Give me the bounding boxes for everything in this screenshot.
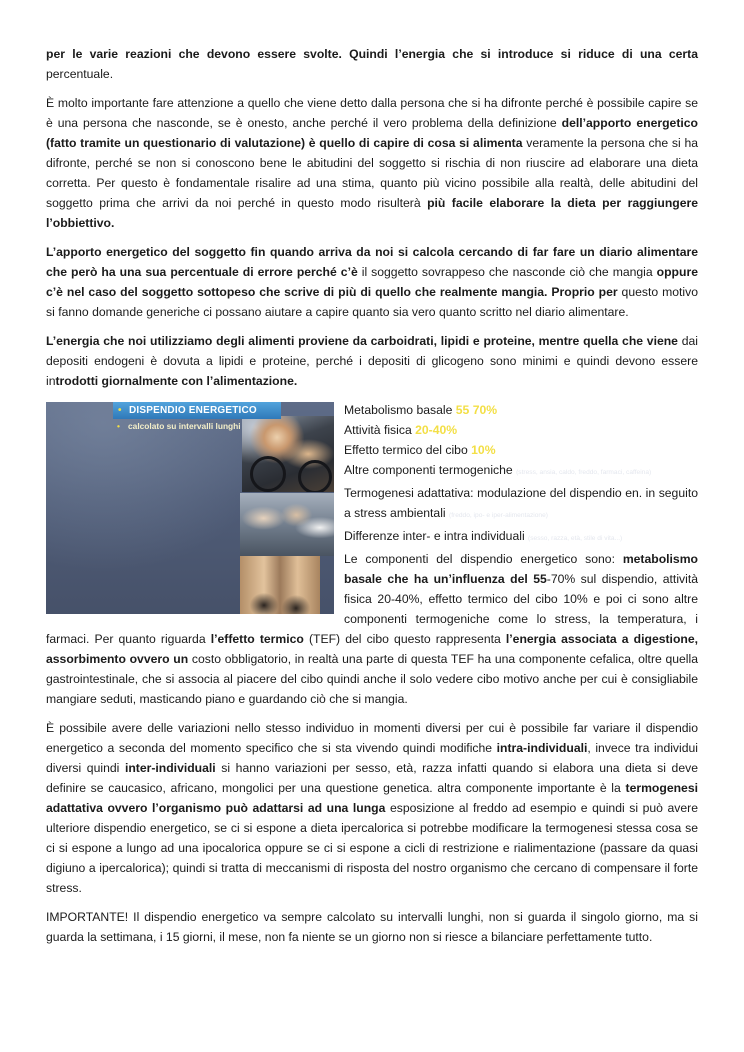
paragraph-2 [46, 93, 698, 233]
paragraph-6 [46, 718, 698, 898]
paragraph-text: IMPORTANTE! Il dispendio energetico va sempre calcolato su intervalli lunghi, non si guarda il singolo giorno, ma si guarda la settimana, i 15 giorni, il mese, non fa niente se un giorno non si riesce a bilanciare perfettamente tutto. [46, 910, 698, 944]
bullet-text: Metabolismo basale [344, 403, 456, 417]
bold-text: oppure c’è nel caso del soggetto sottopeso che scrive di più di quello che realmente mangia. Proprio per [46, 265, 698, 299]
paragraph-text: Le componenti del dispendio energetico sono: [344, 552, 623, 566]
running-legs-photo [240, 556, 320, 614]
bold-text: L’apporto energetico del soggetto fin quando arriva da noi si calcola cercando di far fare un diario alimentare che però ha una sua percentuale di errore perché c’è [46, 245, 698, 279]
bold-text: dell’apporto energetico (fatto tramite un questionario di valutazione) è quello di capire di cosa si alimenta [46, 116, 698, 150]
bullet-note: (stress, ansia, caldo, freddo, farmaci, caffeina) [516, 469, 652, 476]
bold-text: l’energia associata a digestione, assorbimento ovvero un [46, 632, 698, 666]
bold-text: intra-individuali [496, 741, 588, 755]
paragraph-text: , invece tra individui diversi quindi [46, 741, 698, 775]
bullet-note: (sesso, razza, età, stile di vita...) [528, 535, 623, 542]
bullet-text: Altre componenti termogeniche [344, 463, 517, 477]
document-body [46, 44, 698, 956]
paragraph-text: percentuale. [46, 67, 114, 81]
paragraph-7 [46, 907, 698, 947]
group-exercise-photo [240, 493, 334, 556]
bullet-text: Attività fisica [344, 423, 416, 437]
cyclist-photo [242, 416, 334, 492]
paragraph-1 [46, 44, 698, 84]
bold-text: più facile elaborare la dieta per raggiungere l’obbiettivo. [46, 196, 699, 230]
paragraph-text: -70% sul dispendio, attività fisica 20-40%, effetto termico del cibo 10% e poi ci sono altre componenti termogeniche come lo stress, la temperatura, i farmaci. Per quanto riguarda [46, 572, 698, 646]
bullet-text: Effetto termico del cibo [344, 443, 472, 457]
wheel-shape [250, 456, 286, 492]
bold-text: l’effetto termico [210, 632, 304, 646]
paragraph-text: questo motivo si fanno domande generiche ci possano aiutare a capire quanto sia vero quanto scritto nel diario alimentare. [46, 285, 698, 319]
paragraph-text: È molto importante fare attenzione a quello che viene detto dalla persona che si ha difronte perché è possibile capire se è una persona che nasconde, se è onesto, anche perché il vero problema della definizione [46, 96, 698, 130]
paragraph-4 [46, 331, 698, 391]
paragraph-text: il soggetto sovrappeso che nasconde ciò che mangia [357, 265, 657, 279]
paragraph-text: (TEF) del cibo questo rappresenta [303, 632, 506, 646]
bullet-highlight: 55 70% [455, 403, 498, 417]
slide-image [46, 402, 334, 614]
paragraph-text: veramente la persona che si ha difronte, perché se non si conoscono bene le abitudini del soggetto si rischia di non riuscire ad elaborare una dieta corretta. Per questo è fondamentale risalire ad una stima, quanto più vicino possibile alla realtà, delle abitudini del soggetto prima che arrivi da noi perché in questo modo risulterà [46, 136, 698, 210]
wheel-shape [298, 460, 332, 492]
paragraph-text: costo obbligatorio, in realtà una parte di questa TEF ha una componente cefalica, oltre quella gastrointestinale, che si associa al piacere del cibo quindi anche il solo vedere cibo motivo anche per cui è consigliabile mangiare seduti, masticando piano e guardando ciò che si mangia. [46, 652, 699, 706]
bullet-text: Termogenesi adattativa: modulazione del dispendio en. in seguito a stress ambientali [344, 486, 698, 520]
bold-text: trodotti giornalmente con l’alimentazione. [55, 374, 298, 388]
paragraph-text: È possibile avere delle variazioni nello stesso individuo in momenti diversi per cui è possibile far variare il dispendio energetico a seconda del momento specifico che si sta vivendo quindi modifiche [46, 721, 698, 755]
slide-title: • DISPENDIO ENERGETICO [113, 402, 281, 419]
paragraph-text: esposizione al freddo ad esempio e quindi si può avere ulteriore dispendio energetico, se ci si espone a dieta ipercalorica si potrebbe modificare la termogenesi stessa cosa se ci si espone a lungo ad una ipocalorica oppure se ci si espone a cicli di restrizione e rialimentazione (passare da quasi digiuno a ipercalorica); quindi si tratta di meccanismi di risposta del nostro organismo che cercano di compensare il forte stress. [46, 801, 698, 895]
bullet-text: Differenze inter- e intra individuali [344, 529, 529, 543]
bullet-highlight: 10% [471, 443, 496, 457]
bold-text: termogenesi adattativa ovvero l’organismo può adattarsi ad una lunga [46, 781, 698, 815]
paragraph-text: si hanno variazioni per sesso, età, razza infatti quando si elabora una dieta si deve definire se caucasico, africano, mongolici per una questione genetica. altra componente importante è la [46, 761, 698, 795]
bullet-highlight: 20-40% [415, 423, 458, 437]
paragraph-3 [46, 242, 698, 322]
bullet-note: (freddo, ipo- e iper-alimentazione) [449, 512, 548, 519]
bold-text: L’energia che noi utilizziamo degli alimenti proviene da carboidrati, lipidi e proteine, mentre quella che viene [46, 334, 678, 348]
paragraph-text: dai depositi endogeni è dovuta a lipidi e proteine, perché i depositi di glicogeno sono minimi e quindi devono essere in [46, 334, 698, 388]
bold-text: inter-individuali [124, 761, 216, 775]
slide-subtitle: • calcolato su intervalli lunghi [128, 421, 241, 432]
bold-text: per le varie reazioni che devono essere svolte. Quindi l’energia che si introduce si riduce di una certa [46, 47, 698, 61]
bold-text: metabolismo basale che ha un’influenza del 55 [344, 552, 698, 586]
